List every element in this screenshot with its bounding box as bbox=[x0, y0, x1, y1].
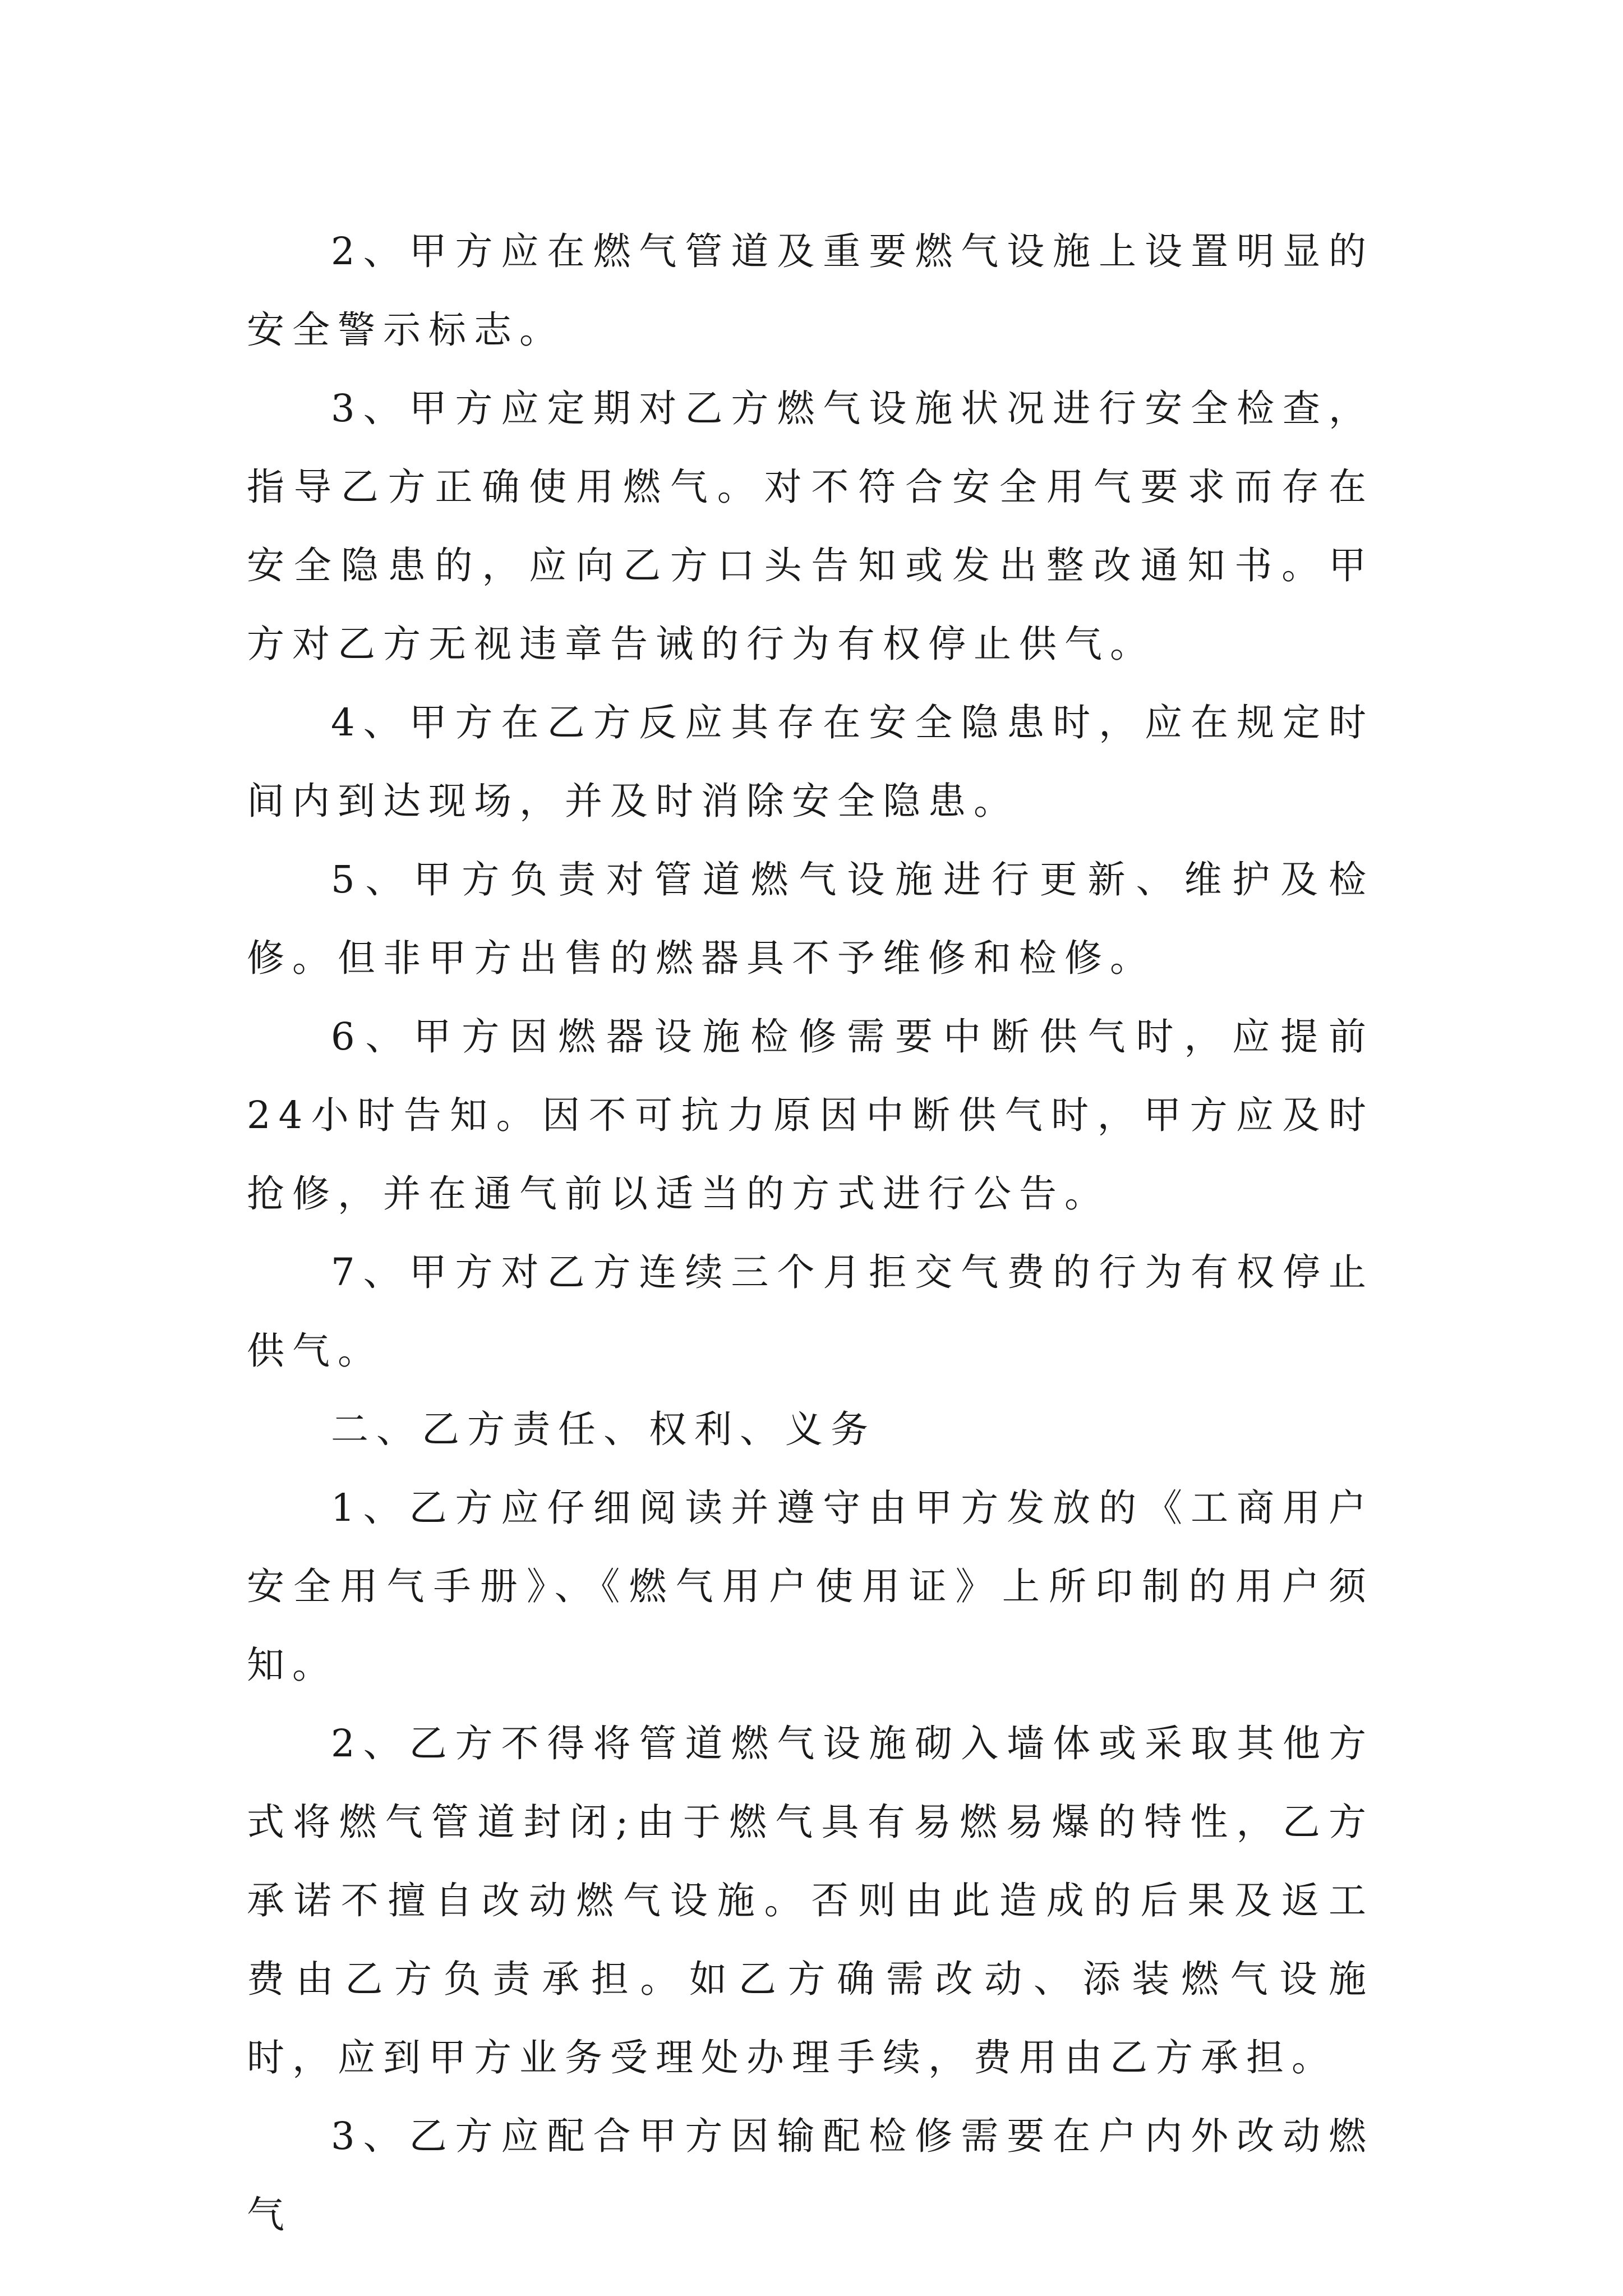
document-body bbox=[247, 212, 1374, 2254]
paragraph-a-7: 7、甲方对乙方连续三个月拒交气费的行为有权停止供气。 bbox=[247, 1250, 1374, 1373]
paragraph-b-3: 3、乙方应配合甲方因输配检修需要在户内外改动燃气 bbox=[247, 2114, 1374, 2237]
paragraph-b-1: 1、乙方应仔细阅读并遵守由甲方发放的《工商用户安全用气手册》、《燃气用户使用证》上所印制的用户须知。 bbox=[247, 1486, 1374, 1687]
paragraph-b-2: 2、乙方不得将管道燃气设施砌入墙体或采取其他方式将燃气管道封闭;由于燃气具有易燃易爆的特性，乙方承诺不擅自改动燃气设施。否则由此造成的后果及返工费由乙方负责承担。如乙方确需改动、添装燃气设施时，应到甲方业务受理处办理手续，费用由乙方承担。 bbox=[247, 1722, 1374, 2079]
paragraph-a-5: 5、甲方负责对管道燃气设施进行更新、维护及检修。但非甲方出售的燃器具不予维修和检修。 bbox=[247, 858, 1374, 980]
paragraph-a-6: 6、甲方因燃器设施检修需要中断供气时，应提前24小时告知。因不可抗力原因中断供气时，甲方应及时抢修，并在通气前以适当的方式进行公告。 bbox=[247, 1015, 1374, 1216]
paragraph-a-3: 3、甲方应定期对乙方燃气设施状况进行安全检查，指导乙方正确使用燃气。对不符合安全用气要求而存在安全隐患的，应向乙方口头告知或发出整改通知书。甲方对乙方无视违章告诫的行为有权停止供气。 bbox=[247, 386, 1374, 666]
paragraph-a-4: 4、甲方在乙方反应其存在安全隐患时，应在规定时间内到达现场，并及时消除安全隐患。 bbox=[247, 701, 1374, 823]
section-heading-b: 二、乙方责任、权利、义务 bbox=[331, 1407, 876, 1451]
paragraph-a-2: 2、甲方应在燃气管道及重要燃气设施上设置明显的安全警示标志。 bbox=[247, 229, 1374, 352]
